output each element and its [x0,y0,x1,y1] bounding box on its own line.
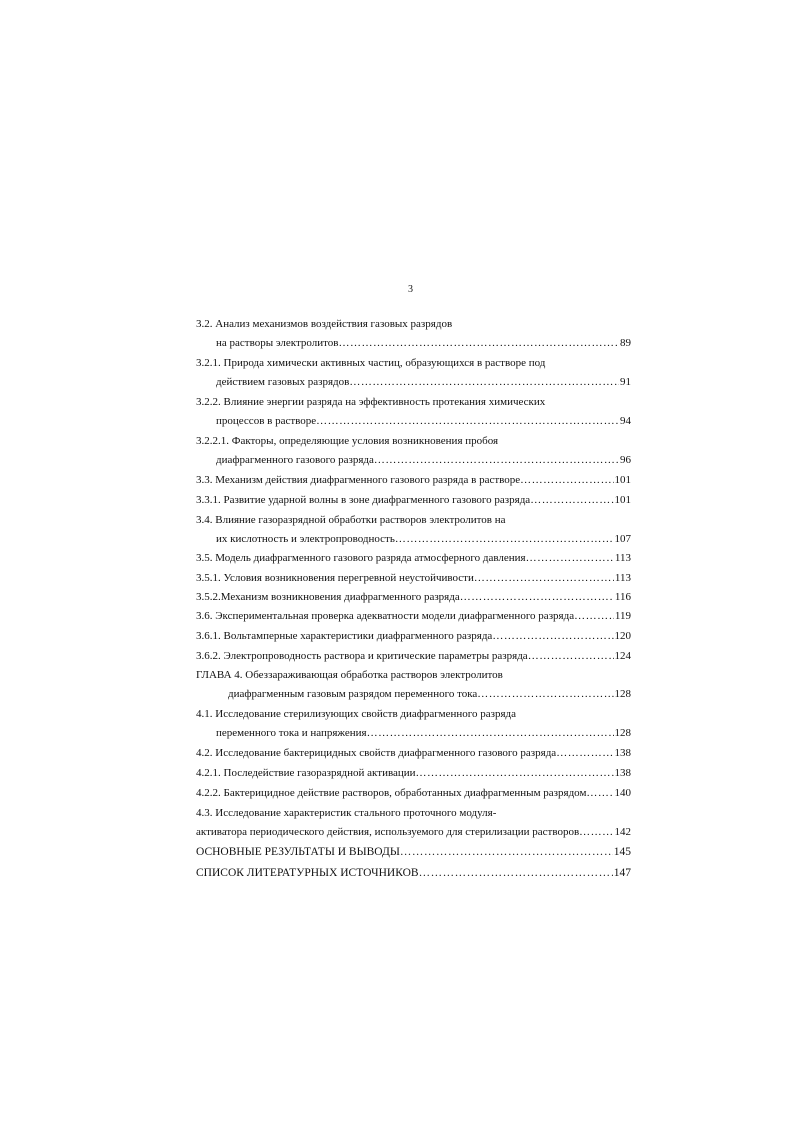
toc-entry-title: их кислотность и электропроводность [216,533,395,545]
toc-entry-4-2-1 [196,766,631,780]
toc-entry-3-6-2 [196,649,631,663]
toc-entry-3-3-1 [196,493,631,507]
toc-entry-title: диафрагменного газового разряда [216,454,374,466]
toc-page-number: 128 [614,688,631,700]
toc-entry-4-2-2 [196,786,631,800]
toc-entry-4-3-line1: 4.3. Исследование характеристик стального проточного модуля- [196,807,497,819]
toc-entry-3-2-1-line1: 3.2.1. Природа химически активных частиц, образующихся в растворе под [196,357,546,369]
toc-page-number: 119 [614,610,631,622]
toc-entry-3-5-2 [196,590,631,604]
toc-entry-3-3 [196,473,631,487]
toc-leader-dots [520,473,613,487]
toc-leader-dots [492,629,613,643]
toc-entry-chapter-4 [228,687,631,701]
toc-page-number: 113 [614,552,631,564]
toc-leader-dots [526,551,614,565]
toc-page-number: 142 [614,826,631,838]
toc-leader-dots [477,687,613,701]
toc-page-number: 101 [614,474,631,486]
toc-entry-4-1-line1: 4.1. Исследование стерилизующих свойств диафрагменного разряда [196,708,517,720]
toc-entry-title: 4.2.1. Последействие газоразрядной активации [196,767,416,779]
toc-entry-title: 4.2.2. Бактерицидное действие растворов, обработанных диафрагменным разрядом [196,787,587,799]
toc-entry-3-6 [196,609,631,623]
toc-page-number: 89 [620,337,631,349]
toc-page-number: 140 [614,787,631,799]
toc-entry-3-2-2-1-line1: 3.2.2.1. Факторы, определяющие условия возникновения пробоя [196,435,499,447]
toc-entry-title: 3.6.1. Вольтамперные характеристики диафрагменного разряда [196,630,493,642]
toc-entry-title: 3.3. Механизм действия диафрагменного газового разряда в растворе [196,474,521,486]
toc-leader-dots [574,609,614,623]
toc-page-number: 138 [614,747,631,759]
toc-leader-dots [395,532,614,546]
toc-entry-title: 3.5.2.Механизм возникновения диафрагменного разряда [196,591,460,603]
toc-page-number: 94 [620,415,631,427]
toc-entry-3-6-1 [196,629,631,643]
toc-entry-3-4 [216,532,631,546]
toc-page-number: 101 [614,494,631,506]
toc-leader-dots [474,571,614,585]
toc-leader-dots [349,375,619,389]
toc-leader-dots [556,746,613,760]
toc-page-number: 138 [614,767,631,779]
toc-entry-4-1 [216,726,631,740]
toc-entry-4-3 [196,825,631,839]
toc-entry-3-2-2-1 [216,453,631,467]
toc-entry-title: 4.2. Исследование бактерицидных свойств диафрагменного газового разряда [196,747,557,759]
page-number: 3 [408,284,413,295]
toc-entry-3-2-1 [216,375,631,389]
toc-entry-title: СПИСОК ЛИТЕРАТУРНЫХ ИСТОЧНИКОВ [196,867,419,879]
toc-entry-3-5 [196,551,631,565]
toc-entry-title: ОСНОВНЫЕ РЕЗУЛЬТАТЫ И ВЫВОДЫ [196,846,400,858]
toc-entry-title: 3.6. Экспериментальная проверка адекватности модели диафрагменного разряда [196,610,575,622]
toc-entry-3-2-line1: 3.2. Анализ механизмов воздействия газовых разрядов [196,318,453,330]
toc-page-number: 96 [620,454,631,466]
toc-entry-results [196,845,631,859]
toc-leader-dots [460,590,614,604]
toc-entry-title: 3.5. Модель диафрагменного газового разряда атмосферного давления [196,552,526,564]
toc-entry-title: активатора периодического действия, используемого для стерилизации растворов [196,826,580,838]
toc-entry-title: процессов в растворе [216,415,317,427]
toc-entry-title: действием газовых разрядов [216,376,350,388]
toc-entry-title: 3.5.1. Условия возникновения перегревной неустойчивости [196,572,474,584]
toc-page-number: 107 [614,533,631,545]
toc-entry-references [196,866,631,880]
toc-leader-dots [400,845,613,859]
toc-leader-dots [374,453,619,467]
toc-page-number: 120 [614,630,631,642]
toc-entry-title: диафрагменным газовым разрядом переменного тока [228,688,478,700]
toc-entry-title: на растворы электролитов [216,337,339,349]
toc-page-number: 91 [620,376,631,388]
toc-entry-title: 3.6.2. Электропроводность раствора и критические параметры разряда [196,650,528,662]
toc-leader-dots [528,649,614,663]
toc-entry-title: 3.3.1. Развитие ударной волны в зоне диафрагменного газового разряда [196,494,531,506]
toc-leader-dots [530,493,613,507]
toc-leader-dots [579,825,613,839]
toc-entry-3-2-2 [216,414,631,428]
toc-entry-3-2 [216,336,631,350]
toc-entry-chapter-4-line1: ГЛАВА 4. Обеззараживающая обработка растворов электролитов [196,669,503,681]
toc-entry-title: переменного тока и напряжения [216,727,367,739]
toc-leader-dots [316,414,619,428]
toc-entry-3-5-1 [196,571,631,585]
toc-leader-dots [419,866,613,880]
toc-page-number: 124 [614,650,631,662]
toc-page-number: 113 [614,572,631,584]
toc-entry-4-2 [196,746,631,760]
toc-leader-dots [416,766,614,780]
toc-entry-3-4-line1: 3.4. Влияние газоразрядной обработки растворов электролитов на [196,514,506,526]
toc-page-number: 128 [614,727,631,739]
toc-page-number: 145 [613,846,631,858]
toc-leader-dots [338,336,619,350]
toc-page-number: 147 [613,867,631,879]
toc-page-number: 116 [614,591,631,603]
toc-leader-dots [586,786,613,800]
toc-leader-dots [367,726,614,740]
toc-entry-3-2-2-line1: 3.2.2. Влияние энергии разряда на эффективность протекания химических [196,396,546,408]
